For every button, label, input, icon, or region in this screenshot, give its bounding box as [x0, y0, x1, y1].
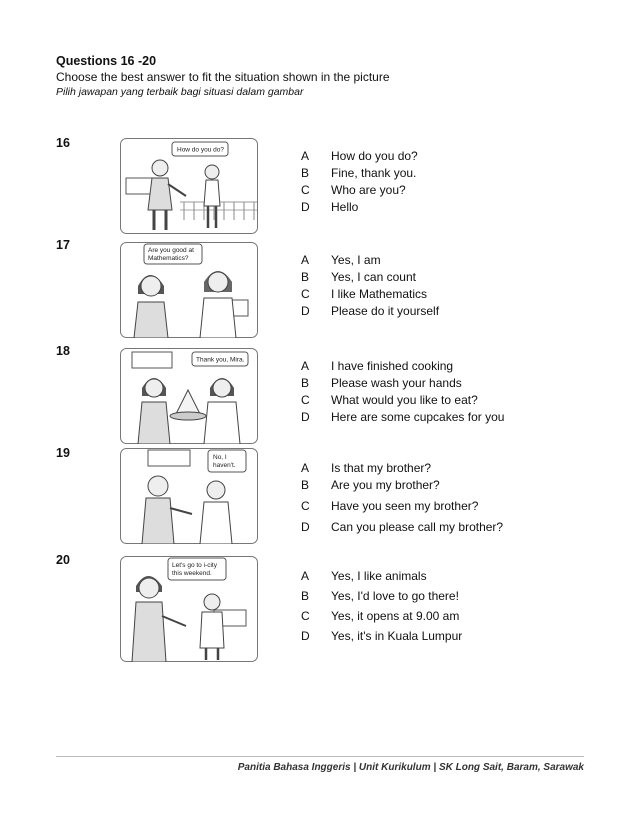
question-16-illustration [120, 138, 258, 234]
bubble-18-text-1: Thank you, Mira. [196, 356, 245, 364]
option-17-d[interactable]: D Please do it yourself [301, 304, 440, 318]
question-number-16: 16 [56, 136, 70, 150]
question-18-options [301, 358, 504, 426]
option-16-b[interactable]: B Fine, thank you. [301, 166, 417, 180]
option-18-d[interactable]: D Here are some cupcakes for you [301, 410, 505, 424]
option-16-d[interactable]: D Hello [301, 200, 359, 214]
bubble-17-text-2: Mathematics? [148, 255, 189, 262]
question-18-illustration [120, 348, 258, 444]
option-19-d[interactable]: D Can you please call my brother? [301, 520, 504, 534]
option-18-b[interactable]: B Please wash your hands [301, 376, 462, 390]
question-number-17: 17 [56, 238, 70, 252]
option-19-c[interactable]: C Have you seen my brother? [301, 499, 479, 513]
footer-divider [56, 756, 584, 757]
option-16-c[interactable]: C Who are you? [301, 183, 406, 197]
question-19-options [301, 460, 503, 536]
option-19-b[interactable]: B Are you my brother? [301, 478, 440, 492]
bubble-19-text-1: No, I [213, 454, 227, 461]
option-20-c[interactable]: C Yes, it opens at 9.00 am [301, 609, 460, 623]
bubble-20-text-2: this weekend. [172, 570, 212, 577]
option-20-a[interactable]: A Yes, I like animals [301, 569, 427, 583]
bubble-17-text-1: Are you good at [148, 247, 194, 254]
question-number-20: 20 [56, 553, 70, 567]
question-17-options [301, 252, 439, 320]
option-19-a[interactable]: A Is that my brother? [301, 461, 432, 475]
question-16-options [301, 148, 418, 216]
section-title: Questions 16 -20 [56, 54, 157, 68]
question-number-19: 19 [56, 446, 70, 460]
question-20-options [301, 568, 462, 645]
option-17-c[interactable]: C I like Mathematics [301, 287, 428, 301]
bubble-16-text-1: How do you do? [177, 146, 224, 154]
question-20-illustration [120, 556, 258, 662]
bubble-20-text-1: Let's go to i-city [172, 562, 217, 569]
instruction-malay: Pilih jawapan yang terbaik bagi situasi dalam gambar [56, 86, 304, 98]
option-17-b[interactable]: B Yes, I can count [301, 270, 416, 284]
bubble-19-text-2: haven't. [213, 462, 236, 469]
option-20-b[interactable]: B Yes, I'd love to go there! [301, 589, 459, 603]
question-17-illustration [120, 242, 258, 338]
option-16-a[interactable]: A How do you do? [301, 149, 418, 163]
option-18-c[interactable]: C What would you like to eat? [301, 393, 478, 407]
question-19-illustration [120, 448, 258, 544]
option-20-d[interactable]: D Yes, it's in Kuala Lumpur [301, 629, 463, 643]
question-number-18: 18 [56, 344, 70, 358]
option-18-a[interactable]: A I have finished cooking [301, 359, 454, 373]
instruction-english: Choose the best answer to fit the situation shown in the picture [56, 70, 390, 84]
option-17-a[interactable]: A Yes, I am [301, 253, 381, 267]
page-footer: Panitia Bahasa Inggeris | Unit Kurikulum | SK Long Sait, Baram, Sarawak [237, 762, 584, 773]
